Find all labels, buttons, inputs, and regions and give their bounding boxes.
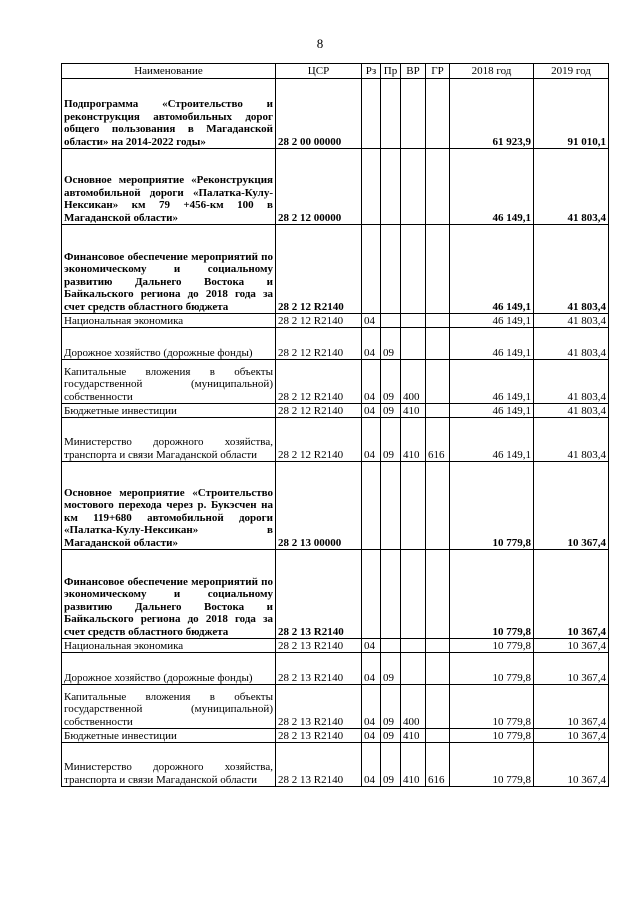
cell-vr [401, 314, 426, 328]
cell-rz: 04 [362, 314, 381, 328]
cell-vr [401, 550, 426, 639]
cell-2019: 10 367,4 [534, 639, 609, 653]
table-row [62, 729, 609, 743]
cell-rz [362, 79, 381, 149]
cell-rz: 04 [362, 328, 381, 360]
cell-pr [381, 462, 401, 550]
cell-gr: 616 [426, 743, 450, 787]
cell-2018: 46 149,1 [450, 314, 534, 328]
cell-name: Основное мероприятие «Строительство мостового перехода через р. Букэсчен на км 119+680 автомобильной дороги «Палатка-Кулу-Нексикан» в Магаданской области» [62, 462, 276, 550]
cell-rz: 04 [362, 404, 381, 418]
cell-csr: 28 2 00 00000 [276, 79, 362, 149]
cell-2019: 10 367,4 [534, 743, 609, 787]
table-row [62, 639, 609, 653]
cell-name: Национальная экономика [62, 314, 276, 328]
cell-2018: 10 779,8 [450, 639, 534, 653]
cell-gr [426, 685, 450, 729]
cell-name: Министерство дорожного хозяйства, транспорта и связи Магаданской области [62, 743, 276, 787]
cell-name: Министерство дорожного хозяйства, транспорта и связи Магаданской области [62, 418, 276, 462]
cell-2019: 10 367,4 [534, 729, 609, 743]
cell-vr [401, 328, 426, 360]
cell-vr [401, 79, 426, 149]
header-vr: ВР [401, 64, 426, 79]
cell-name: Бюджетные инвестиции [62, 729, 276, 743]
cell-pr: 09 [381, 418, 401, 462]
table-row [62, 743, 609, 787]
cell-pr [381, 639, 401, 653]
cell-vr [401, 653, 426, 685]
table-row [62, 462, 609, 550]
table-row [62, 418, 609, 462]
cell-name: Дорожное хозяйство (дорожные фонды) [62, 653, 276, 685]
table-row [62, 225, 609, 314]
cell-vr [401, 462, 426, 550]
cell-name: Капитальные вложения в объекты государственной (муниципальной) собственности [62, 685, 276, 729]
cell-vr [401, 639, 426, 653]
cell-rz [362, 225, 381, 314]
cell-gr [426, 550, 450, 639]
cell-pr: 09 [381, 653, 401, 685]
cell-2018: 10 779,8 [450, 729, 534, 743]
cell-pr: 09 [381, 743, 401, 787]
cell-gr [426, 729, 450, 743]
table-row [62, 149, 609, 225]
cell-name: Финансовое обеспечение мероприятий по экономическому и социальному развитию Дальнего Востока и Байкальского региона до 2018 года за счет средств областного бюджета [62, 550, 276, 639]
cell-rz [362, 462, 381, 550]
cell-csr: 28 2 13 R2140 [276, 685, 362, 729]
cell-csr: 28 2 12 R2140 [276, 404, 362, 418]
cell-pr: 09 [381, 360, 401, 404]
header-2019: 2019 год [534, 64, 609, 79]
cell-2019: 41 803,4 [534, 314, 609, 328]
cell-2018: 46 149,1 [450, 149, 534, 225]
cell-2018: 10 779,8 [450, 550, 534, 639]
cell-2019: 41 803,4 [534, 328, 609, 360]
cell-2018: 61 923,9 [450, 79, 534, 149]
cell-pr: 09 [381, 404, 401, 418]
cell-name: Основное мероприятие «Реконструкция автомобильной дороги «Палатка-Кулу-Нексикан» км 79 +456-км 100 в Магаданской области» [62, 149, 276, 225]
cell-2018: 46 149,1 [450, 418, 534, 462]
cell-csr: 28 2 13 00000 [276, 462, 362, 550]
cell-2019: 10 367,4 [534, 550, 609, 639]
table-header-row [62, 64, 609, 79]
table-row [62, 328, 609, 360]
cell-2019: 41 803,4 [534, 360, 609, 404]
cell-csr: 28 2 13 R2140 [276, 550, 362, 639]
cell-gr [426, 639, 450, 653]
cell-gr [426, 314, 450, 328]
cell-2018: 46 149,1 [450, 328, 534, 360]
cell-2019: 41 803,4 [534, 418, 609, 462]
cell-vr [401, 149, 426, 225]
header-pr: Пр [381, 64, 401, 79]
cell-2019: 41 803,4 [534, 149, 609, 225]
cell-rz: 04 [362, 639, 381, 653]
cell-gr [426, 328, 450, 360]
header-name: Наименование [62, 64, 276, 79]
cell-name: Капитальные вложения в объекты государственной (муниципальной) собственности [62, 360, 276, 404]
cell-vr: 410 [401, 743, 426, 787]
cell-gr: 616 [426, 418, 450, 462]
cell-gr [426, 404, 450, 418]
cell-pr [381, 314, 401, 328]
cell-pr [381, 550, 401, 639]
cell-2019: 10 367,4 [534, 653, 609, 685]
cell-csr: 28 2 12 R2140 [276, 418, 362, 462]
cell-vr: 400 [401, 360, 426, 404]
cell-csr: 28 2 13 R2140 [276, 639, 362, 653]
cell-gr [426, 79, 450, 149]
cell-csr: 28 2 12 R2140 [276, 360, 362, 404]
cell-2018: 46 149,1 [450, 225, 534, 314]
table-row [62, 653, 609, 685]
cell-2018: 10 779,8 [450, 743, 534, 787]
cell-2019: 10 367,4 [534, 685, 609, 729]
table-row [62, 550, 609, 639]
cell-csr: 28 2 13 R2140 [276, 653, 362, 685]
cell-vr: 410 [401, 418, 426, 462]
table-body [62, 79, 609, 787]
cell-name: Бюджетные инвестиции [62, 404, 276, 418]
cell-gr [426, 149, 450, 225]
cell-2019: 41 803,4 [534, 404, 609, 418]
cell-vr: 400 [401, 685, 426, 729]
cell-csr: 28 2 13 R2140 [276, 729, 362, 743]
cell-2019: 91 010,1 [534, 79, 609, 149]
cell-pr [381, 79, 401, 149]
table-row [62, 404, 609, 418]
cell-name: Дорожное хозяйство (дорожные фонды) [62, 328, 276, 360]
cell-rz: 04 [362, 729, 381, 743]
cell-rz: 04 [362, 685, 381, 729]
header-csr: ЦСР [276, 64, 362, 79]
cell-pr: 09 [381, 729, 401, 743]
cell-csr: 28 2 12 R2140 [276, 314, 362, 328]
cell-vr [401, 225, 426, 314]
cell-gr [426, 360, 450, 404]
cell-2019: 41 803,4 [534, 225, 609, 314]
cell-pr [381, 149, 401, 225]
cell-name: Финансовое обеспечение мероприятий по экономическому и социальному развитию Дальнего Востока и Байкальского региона до 2018 года за счет средств областного бюджета [62, 225, 276, 314]
header-2018: 2018 год [450, 64, 534, 79]
cell-rz [362, 149, 381, 225]
cell-2018: 10 779,8 [450, 685, 534, 729]
cell-rz: 04 [362, 653, 381, 685]
cell-vr: 410 [401, 729, 426, 743]
table-row [62, 685, 609, 729]
cell-2018: 46 149,1 [450, 360, 534, 404]
cell-gr [426, 462, 450, 550]
cell-rz [362, 550, 381, 639]
cell-rz: 04 [362, 743, 381, 787]
cell-csr: 28 2 12 R2140 [276, 225, 362, 314]
cell-vr: 410 [401, 404, 426, 418]
cell-2018: 10 779,8 [450, 653, 534, 685]
cell-2018: 46 149,1 [450, 404, 534, 418]
table-row [62, 79, 609, 149]
header-gr: ГР [426, 64, 450, 79]
header-rz: Рз [362, 64, 381, 79]
table-row [62, 314, 609, 328]
cell-pr [381, 225, 401, 314]
cell-csr: 28 2 12 R2140 [276, 328, 362, 360]
cell-csr: 28 2 12 00000 [276, 149, 362, 225]
table-row [62, 360, 609, 404]
cell-pr: 09 [381, 328, 401, 360]
cell-pr: 09 [381, 685, 401, 729]
cell-name: Национальная экономика [62, 639, 276, 653]
cell-gr [426, 225, 450, 314]
cell-rz: 04 [362, 418, 381, 462]
cell-rz: 04 [362, 360, 381, 404]
cell-name: Подпрограмма «Строительство и реконструкция автомобильных дорог общего пользования в Магаданской области» на 2014-2022 годы» [62, 79, 276, 149]
cell-2018: 10 779,8 [450, 462, 534, 550]
page-number: 8 [316, 36, 324, 51]
cell-gr [426, 653, 450, 685]
cell-csr: 28 2 13 R2140 [276, 743, 362, 787]
cell-2019: 10 367,4 [534, 462, 609, 550]
budget-table [61, 63, 609, 787]
